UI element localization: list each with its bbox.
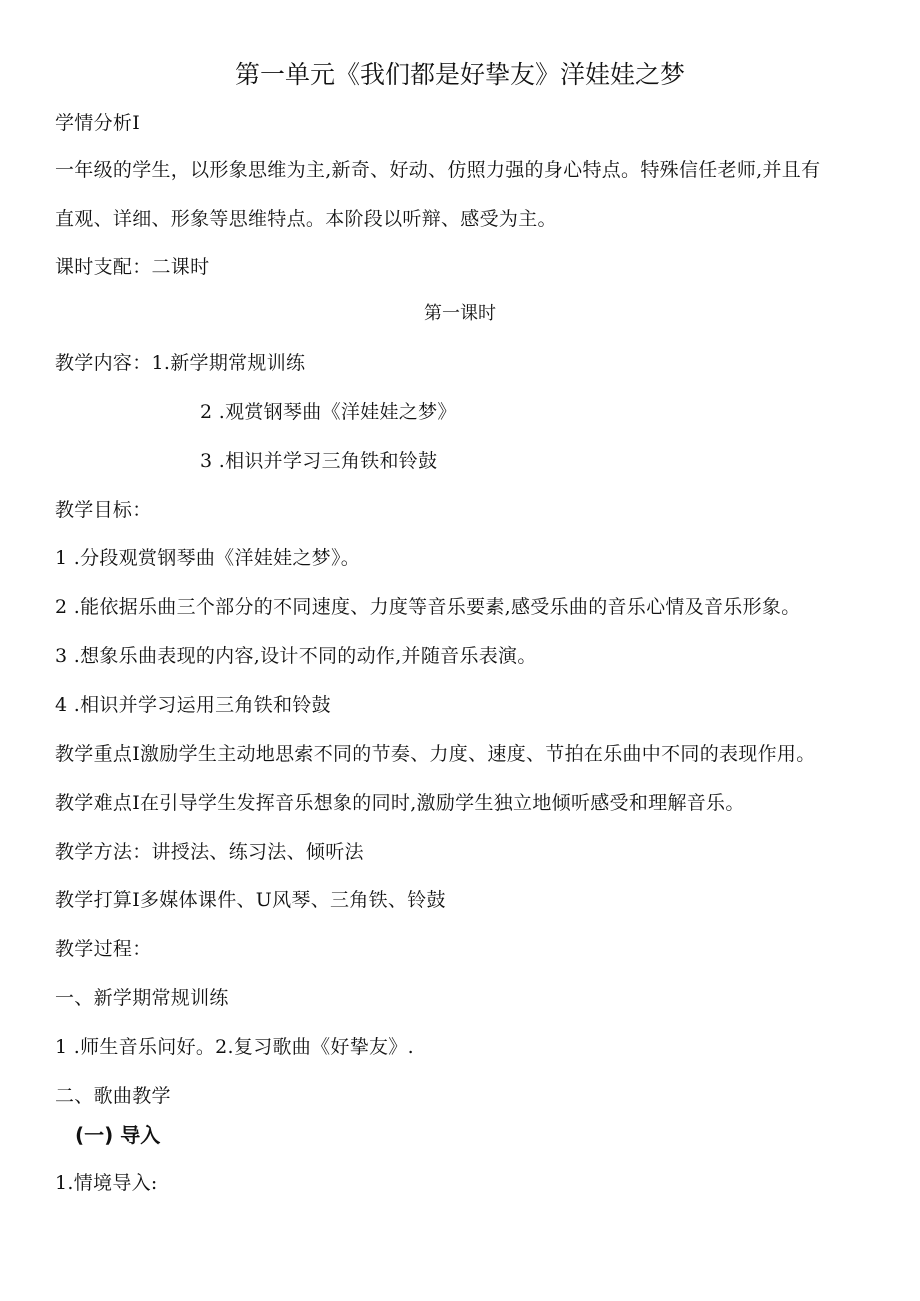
difficulty-line: 教学难点I在引导学生发挥音乐想象的同时,激励学生独立地倾听感受和理解音乐。 (55, 792, 745, 814)
lesson-heading: 第一课时 (424, 303, 496, 324)
goal-item-4: 4 .相识并学习运用三角铁和铃鼓 (55, 694, 331, 716)
section-analysis-label: 学情分析I (55, 112, 141, 134)
analysis-paragraph-line-1: 一年级的学生，以形象思维为主,新奇、好动、仿照力强的身心特点。特殊信任老师,并且有 (55, 159, 821, 181)
analysis-paragraph-line-2: 直观、详细、形象等思维特点。本阶段以听辩、感受为主。 (55, 208, 557, 230)
part-two-heading: 二、歌曲教学 (55, 1085, 171, 1107)
content-line-2: 2 .观赏钢琴曲《洋娃娃之梦》 (200, 401, 457, 423)
part-one-item: 1 .师生音乐问好。2.复习歌曲《好挚友》. (55, 1036, 414, 1058)
document-title: 第一单元《我们都是好挚友》洋娃娃之梦 (234, 60, 685, 89)
content-line-3: 3 .相识并学习三角铁和铃鼓 (200, 450, 438, 472)
content-line-1: 教学内容：1.新学期常规训练 (55, 352, 306, 374)
subsection-heading: (一) 导入 (75, 1123, 161, 1147)
preparation-line: 教学打算I多媒体课件、U风琴、三角铁、铃鼓 (55, 889, 446, 911)
goal-item-2: 2 .能依据乐曲三个部分的不同速度、力度等音乐要素,感受乐曲的音乐心情及音乐形象。 (55, 596, 801, 618)
key-point-line: 教学重点I激励学生主动地思索不同的节奏、力度、速度、节拍在乐曲中不同的表现作用。 (55, 743, 816, 765)
goals-heading: 教学目标： (55, 499, 152, 521)
process-heading: 教学过程： (55, 938, 152, 960)
schedule-line: 课时支配：二课时 (55, 256, 210, 278)
methods-line: 教学方法：讲授法、练习法、倾听法 (55, 841, 364, 863)
goal-item-3: 3 .想象乐曲表现的内容,设计不同的动作,并随音乐表演。 (55, 645, 537, 667)
intro-item: 1.情境导入: (55, 1172, 158, 1194)
part-one-heading: 一、新学期常规训练 (55, 987, 229, 1009)
goal-item-1: 1 .分段观赏钢琴曲《洋娃娃之梦》。 (55, 547, 361, 569)
